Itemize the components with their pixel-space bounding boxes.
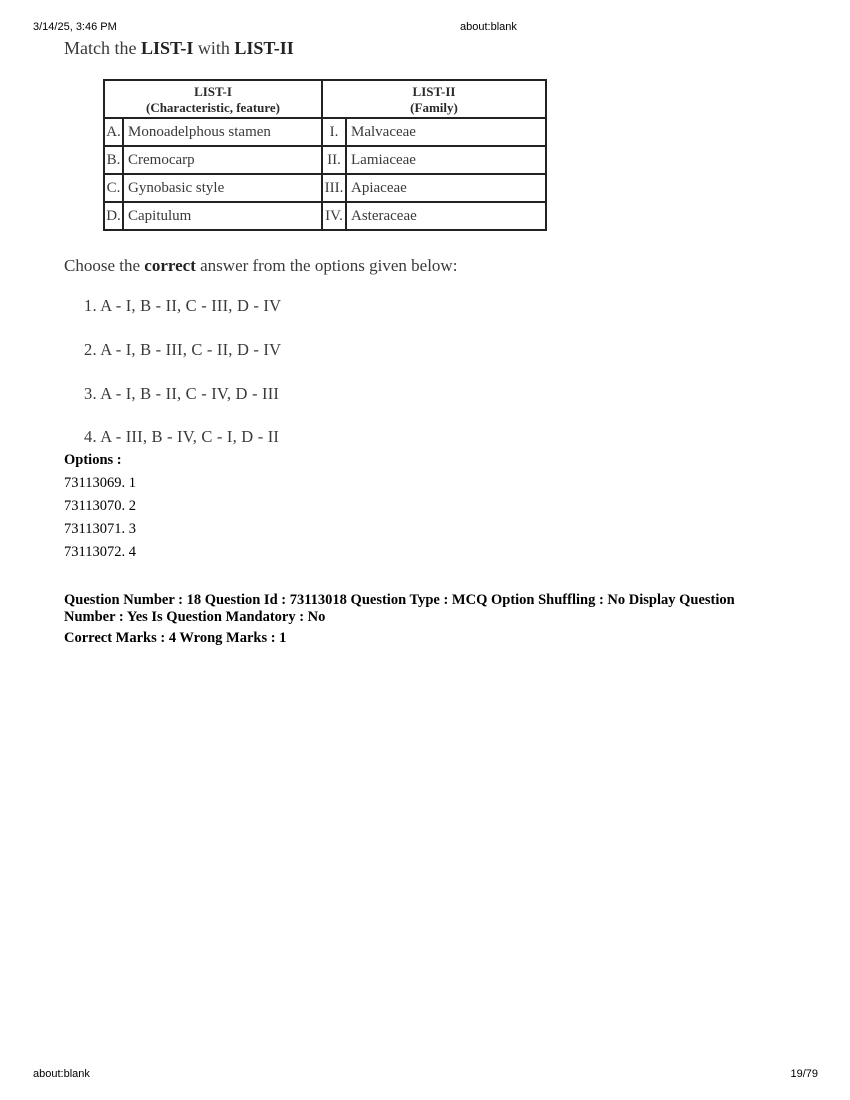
- question-details: Question Number : 18 Question Id : 73113018 Question Type : MCQ Option Shuffling : No Display Question Number : Yes Is Question Mandatory : No: [64, 592, 735, 625]
- print-url: about:blank: [460, 21, 517, 33]
- row-letter: D.: [104, 202, 123, 230]
- title-list1: LIST-I: [140, 38, 194, 58]
- row-characteristic: Gynobasic style: [123, 174, 322, 202]
- row-letter: B.: [104, 146, 123, 174]
- list1-header-subtitle: (Characteristic, feature): [145, 100, 281, 115]
- list1-header-title: LIST-I: [194, 84, 232, 99]
- row-letter: C.: [104, 174, 123, 202]
- table-row: [104, 118, 546, 146]
- list2-header: [322, 80, 546, 118]
- row-characteristic: Capitulum: [123, 202, 322, 230]
- table-header-row: [104, 80, 546, 118]
- list2-header-title: LIST-II: [412, 84, 456, 99]
- row-characteristic: Monoadelphous stamen: [123, 118, 322, 146]
- instruction-prefix: Choose the: [64, 256, 145, 275]
- print-datetime: 3/14/25, 3:46 PM: [33, 21, 117, 33]
- option-id: 73113070. 2: [64, 498, 136, 514]
- list1-header: [104, 80, 322, 118]
- answer-choice: 2. A - I, B - III, C - II, D - IV: [84, 340, 282, 359]
- option-id: 73113072. 4: [64, 544, 136, 560]
- row-family: Asteraceae: [346, 202, 546, 230]
- instruction-bold: correct: [144, 256, 196, 275]
- answer-choice: 3. A - I, B - II, C - IV, D - III: [84, 384, 280, 403]
- answer-choice: 1. A - I, B - II, C - III, D - IV: [84, 296, 282, 315]
- row-family: Malvaceae: [346, 118, 546, 146]
- match-table: [103, 79, 547, 231]
- row-characteristic: Cremocarp: [123, 146, 322, 174]
- row-roman: II.: [322, 146, 346, 174]
- row-roman: III.: [322, 174, 346, 202]
- row-family: Apiaceae: [346, 174, 546, 202]
- row-letter: A.: [104, 118, 123, 146]
- question-title: [64, 38, 294, 59]
- instruction-suffix: answer from the options given below:: [195, 256, 458, 275]
- table-row: [104, 202, 546, 230]
- option-id: 73113071. 3: [64, 521, 136, 537]
- list2-header-subtitle: (Family): [410, 100, 458, 115]
- table-row: [104, 174, 546, 202]
- footer-url: about:blank: [33, 1068, 90, 1080]
- options-label: Options :: [64, 452, 122, 468]
- table-row: [104, 146, 546, 174]
- row-roman: IV.: [322, 202, 346, 230]
- option-id: 73113069. 1: [64, 475, 136, 491]
- question-marks: Correct Marks : 4 Wrong Marks : 1: [64, 630, 287, 646]
- row-family: Lamiaceae: [346, 146, 546, 174]
- question-instruction: [64, 256, 457, 276]
- title-prefix: Match the: [64, 38, 141, 58]
- row-roman: I.: [322, 118, 346, 146]
- title-list2: LIST-II: [234, 38, 294, 58]
- answer-choice: 4. A - III, B - IV, C - I, D - II: [84, 427, 280, 446]
- page-number: 19/79: [790, 1068, 818, 1080]
- title-mid: with: [193, 38, 235, 58]
